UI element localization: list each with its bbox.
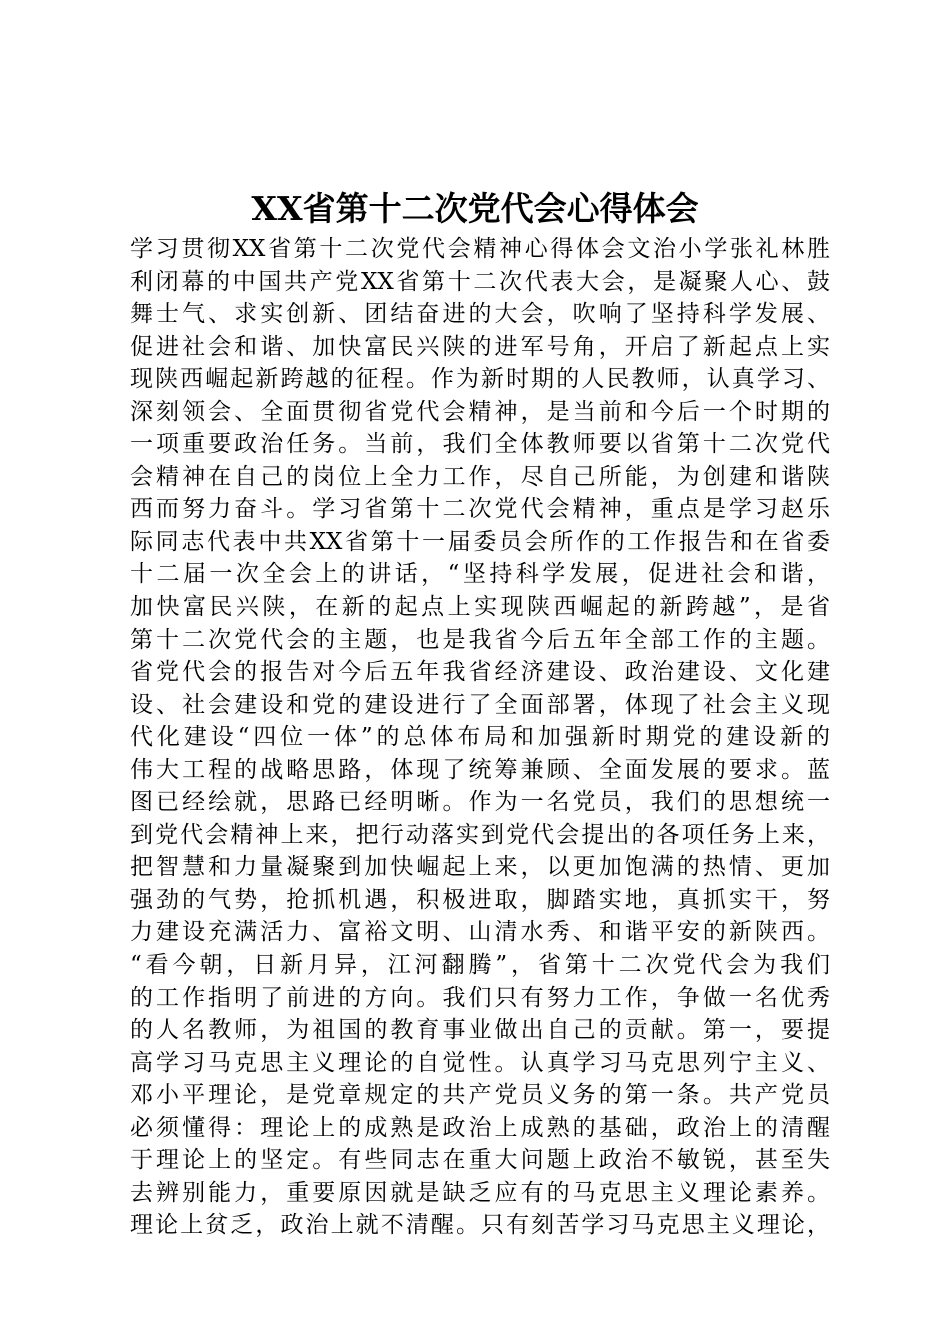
body-line: 去辨别能力，重要原因就是缺乏应有的马克思主义理论素养。 <box>130 1179 830 1206</box>
body-line: 力建设充满活力、富裕文明、山清水秀、和谐平安的新陕西。 <box>130 919 830 946</box>
body-line: “看今朝，日新月异，江河翻腾”，省第十二次党代会为我们 <box>130 952 830 979</box>
body-line: 加快富民兴陕，在新的起点上实现陕西崛起的新跨越”，是省 <box>130 594 830 621</box>
body-line: 理论上贫乏，政治上就不清醒。只有刻苦学习马克思主义理论， <box>130 1212 830 1239</box>
body-line: 西而努力奋斗。学习省第十二次党代会精神，重点是学习赵乐 <box>130 496 830 523</box>
body-line: 的人名教师，为祖国的教育事业做出自己的贡献。第一，要提 <box>130 1017 830 1044</box>
body-line: 到党代会精神上来，把行动落实到党代会提出的各项任务上来， <box>130 821 830 848</box>
body-line: 把智慧和力量凝聚到加快崛起上来，以更加饱满的热情、更加 <box>130 854 830 881</box>
document-body <box>130 233 830 1242</box>
body-line: 深刻领会、全面贯彻省党代会精神，是当前和今后一个时期的 <box>130 398 830 425</box>
body-line: 代化建设“四位一体”的总体布局和加强新时期党的建设新的 <box>130 724 830 751</box>
body-line: 现陕西崛起新跨越的征程。作为新时期的人民教师，认真学习、 <box>130 366 830 393</box>
body-line: 于理论上的坚定。有些同志在重大问题上政治不敏锐，甚至失 <box>130 1147 830 1174</box>
body-line: 强劲的气势，抢抓机遇，积极进取，脚踏实地，真抓实干，努 <box>130 886 830 913</box>
body-line: 设、社会建设和党的建设进行了全面部署，体现了社会主义现 <box>130 691 830 718</box>
body-line: 舞士气、求实创新、团结奋进的大会，吹响了坚持科学发展、 <box>130 301 830 328</box>
body-line: 十二届一次全会上的讲话，“坚持科学发展，促进社会和谐， <box>130 561 830 588</box>
body-line: 高学习马克思主义理论的自觉性。认真学习马克思列宁主义、 <box>130 1049 830 1076</box>
body-line: 会精神在自己的岗位上全力工作，尽自己所能，为创建和谐陕 <box>130 463 830 490</box>
body-line: 促进社会和谐、加快富民兴陕的进军号角，开启了新起点上实 <box>130 333 830 360</box>
body-line: 邓小平理论，是党章规定的共产党员义务的第一条。共产党员 <box>130 1082 830 1109</box>
body-line: 一项重要政治任务。当前，我们全体教师要以省第十二次党代 <box>130 431 830 458</box>
body-line: 图已经绘就，思路已经明晰。作为一名党员，我们的思想统一 <box>130 789 830 816</box>
body-line: 第十二次党代会的主题，也是我省今后五年全部工作的主题。 <box>130 626 830 653</box>
body-line: 省党代会的报告对今后五年我省经济建设、政治建设、文化建 <box>130 659 830 686</box>
body-line: 的工作指明了前进的方向。我们只有努力工作，争做一名优秀 <box>130 984 830 1011</box>
body-line: 际同志代表中共XX省第十一届委员会所作的工作报告和在省委 <box>130 528 830 555</box>
body-line: 利闭幕的中国共产党XX省第十二次代表大会，是凝聚人心、鼓 <box>130 268 830 295</box>
body-line: 必须懂得：理论上的成熟是政治上成熟的基础，政治上的清醒 <box>130 1114 830 1141</box>
body-line: 学习贯彻XX省第十二次党代会精神心得体会文治小学张礼林胜 <box>130 236 830 262</box>
document-title: XX省第十二次党代会心得体会 <box>251 189 699 228</box>
body-line: 伟大工程的战略思路，体现了统筹兼顾、全面发展的要求。蓝 <box>130 756 830 783</box>
